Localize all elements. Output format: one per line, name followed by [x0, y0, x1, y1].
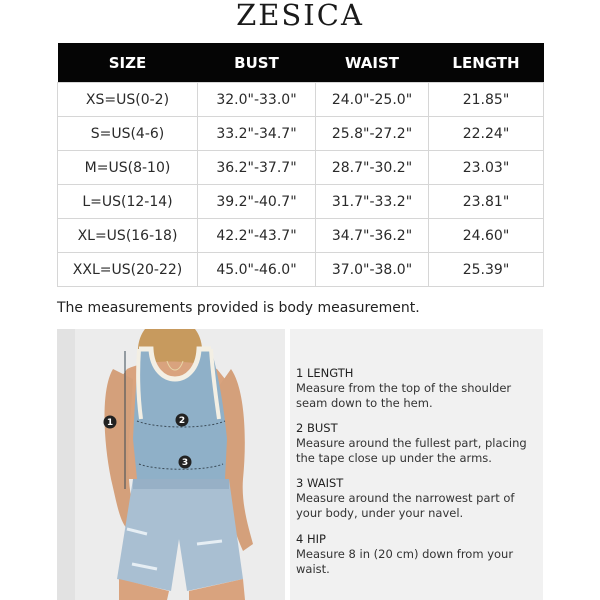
- header-bust: BUST: [198, 43, 316, 83]
- bust-cell: 39.2"-40.7": [198, 185, 316, 219]
- model-illustration: [57, 329, 285, 600]
- length-cell: 24.60": [429, 219, 544, 253]
- waist-cell: 28.7"-30.2": [316, 151, 429, 185]
- bust-cell: 33.2"-34.7": [198, 117, 316, 151]
- waist-cell: 31.7"-33.2": [316, 185, 429, 219]
- measurement-note: The measurements provided is body measurement.: [57, 300, 420, 316]
- size-cell: S=US(4-6): [58, 117, 198, 151]
- guide-waist: [296, 476, 541, 521]
- guide-line: Measure 8 in (20 cm) down from your waist.: [296, 547, 514, 576]
- header-size: SIZE: [58, 43, 198, 83]
- length-cell: 22.24": [429, 117, 544, 151]
- guide-line: Measure around the fullest part, placing: [296, 436, 527, 450]
- table-row: [58, 253, 544, 287]
- guide-heading: 1 LENGTH: [296, 366, 354, 380]
- size-cell: XS=US(0-2): [58, 83, 198, 117]
- table-row: [58, 185, 544, 219]
- marker-2-label: 2: [178, 416, 186, 427]
- size-cell: L=US(12-14): [58, 185, 198, 219]
- guide-heading: 4 HIP: [296, 532, 326, 546]
- waist-cell: 24.0"-25.0": [316, 83, 429, 117]
- guide-line: Measure from the top of the shoulder: [296, 381, 512, 395]
- marker-3-label: 3: [181, 458, 189, 469]
- marker-length-badge: [104, 416, 117, 429]
- model-photo: [57, 329, 285, 600]
- marker-1-label: 1: [106, 418, 114, 429]
- table-row: [58, 83, 544, 117]
- guide-heading: 2 BUST: [296, 421, 338, 435]
- guide-line: Measure around the narrowest part of: [296, 491, 515, 505]
- guide-line: your body, under your navel.: [296, 506, 464, 520]
- table-row: [58, 151, 544, 185]
- size-cell: XL=US(16-18): [58, 219, 198, 253]
- shorts-waistband: [133, 479, 229, 489]
- brand-logo: ZESICA: [236, 0, 364, 32]
- guide-heading: 3 WAIST: [296, 476, 344, 490]
- bust-cell: 45.0"-46.0": [198, 253, 316, 287]
- guide-line: the tape close up under the arms.: [296, 451, 492, 465]
- length-cell: 23.81": [429, 185, 544, 219]
- bust-cell: 32.0"-33.0": [198, 83, 316, 117]
- header-length: LENGTH: [429, 43, 544, 83]
- marker-waist-badge: [179, 456, 192, 469]
- waist-cell: 37.0"-38.0": [316, 253, 429, 287]
- table-row: [58, 117, 544, 151]
- bust-cell: 42.2"-43.7": [198, 219, 316, 253]
- table-header-row: [58, 43, 544, 83]
- guide-hip: [296, 532, 541, 577]
- length-cell: 21.85": [429, 83, 544, 117]
- bust-cell: 36.2"-37.7": [198, 151, 316, 185]
- marker-bust-badge: [176, 414, 189, 427]
- guide-bust: [296, 421, 541, 466]
- header-waist: WAIST: [316, 43, 429, 83]
- waist-cell: 34.7"-36.2": [316, 219, 429, 253]
- guide-line: seam down to the hem.: [296, 396, 433, 410]
- size-chart-table: [57, 43, 544, 287]
- length-cell: 25.39": [429, 253, 544, 287]
- size-cell: XXL=US(20-22): [58, 253, 198, 287]
- waist-cell: 25.8"-27.2": [316, 117, 429, 151]
- table-row: [58, 219, 544, 253]
- guide-length: [296, 366, 541, 411]
- denim-shorts: [117, 479, 243, 591]
- size-cell: M=US(8-10): [58, 151, 198, 185]
- length-cell: 23.03": [429, 151, 544, 185]
